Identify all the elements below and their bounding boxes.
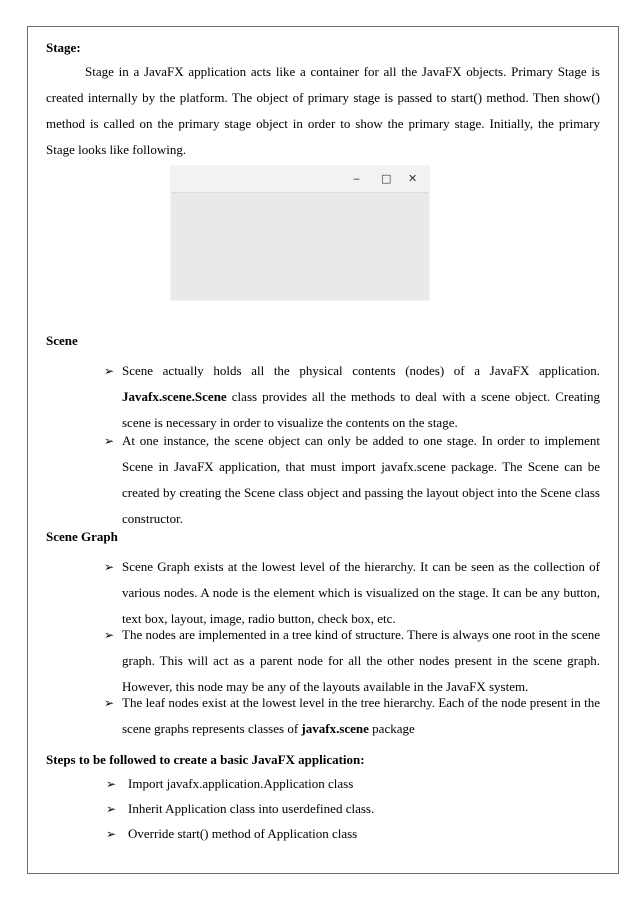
bullet-arrow-icon: ➢	[106, 802, 117, 816]
maximize-icon[interactable]: □	[381, 172, 392, 185]
bullet-arrow-icon: ➢	[106, 777, 117, 791]
close-icon[interactable]: ✕	[408, 172, 418, 185]
bullet-arrow-icon: ➢	[104, 560, 115, 574]
scene-graph-bullet-1: Scene Graph exists at the lowest level of the hierarchy. It can be seen as the collection of various nodes. A node is the element which is visualized on the stage. It can be any button, text box, layout, image, radio button, check box, etc.	[122, 559, 600, 626]
step-item: Import javafx.application.Application class	[128, 776, 354, 791]
step-item: Override start() method of Application class	[128, 826, 358, 841]
minimize-icon[interactable]: ‒	[353, 172, 360, 185]
scene-bullet-1: Scene actually holds all the physical contents (nodes) of a JavaFX application. Javafx.scene.Scene class provides all the methods to deal with a scene object. Creating scene is necessary in order to visualize the contents on the stage.	[122, 363, 600, 430]
scene-heading: Scene	[46, 333, 78, 348]
step-item: Inherit Application class into userdefined class.	[128, 801, 375, 816]
stage-heading: Stage:	[46, 40, 81, 55]
scene-graph-bullet-3: The leaf nodes exist at the lowest level in the tree hierarchy. Each of the node present in the scene graphs represents classes of javafx.scene package	[122, 695, 600, 736]
bullet-arrow-icon: ➢	[106, 827, 117, 841]
primary-stage-window	[171, 166, 429, 300]
scene-bullet-2: At one instance, the scene object can only be added to one stage. In order to implement Scene in JavaFX application, that must import javafx.scene package. The Scene can be created by creating the Scene class object and passing the layout object into the Scene class constructor.	[122, 433, 600, 526]
steps-heading: Steps to be followed to create a basic JavaFX application:	[46, 752, 365, 767]
bullet-arrow-icon: ➢	[104, 628, 115, 642]
window-title-bar	[171, 166, 429, 193]
bullet-arrow-icon: ➢	[104, 434, 115, 448]
scene-graph-bullet-2: The nodes are implemented in a tree kind of structure. There is always one root in the scene graph. This will act as a parent node for all the other nodes present in the scene graph. However, this node may be any of the layouts available in the JavaFX system.	[122, 627, 600, 694]
bullet-arrow-icon: ➢	[104, 364, 115, 378]
bullet-arrow-icon: ➢	[104, 696, 115, 710]
scene-graph-heading: Scene Graph	[46, 529, 118, 544]
stage-paragraph: Stage in a JavaFX application acts like a container for all the JavaFX objects. Primary Stage is created internally by the platform. The object of primary stage is passed to start() method. Then show() method is called on the primary stage object in order to show the primary stage. Initially, the primary Stage looks like following.	[46, 64, 600, 157]
